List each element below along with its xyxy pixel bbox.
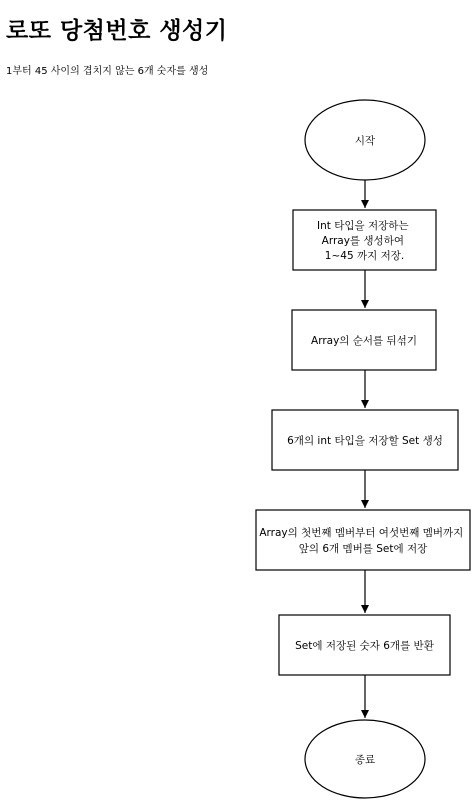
step-5-label: Set에 저장된 숫자 6개를 반환 <box>295 640 434 652</box>
page-description: 1부터 45 사이의 겹치지 않는 6개 숫자를 생성 <box>6 66 209 77</box>
step-3-label: 6개의 int 타입을 저장할 Set 생성 <box>287 435 443 447</box>
start-label: 시작 <box>354 135 376 147</box>
process-step-copy-to-set <box>256 510 470 570</box>
step-1-label: Int 타입을 저장하는 Array를 생성하여 1~45 까지 저장. <box>317 220 409 262</box>
end-label: 종료 <box>354 754 376 766</box>
step-4-label: Array의 첫번째 멤버부터 여섯번째 멤버까지 앞의 6개 멤버를 Set에 저장 <box>259 527 464 555</box>
page-title: 로또 당첨번호 생성기 <box>6 18 228 44</box>
step-2-label: Array의 순서를 뒤섞기 <box>311 335 417 347</box>
